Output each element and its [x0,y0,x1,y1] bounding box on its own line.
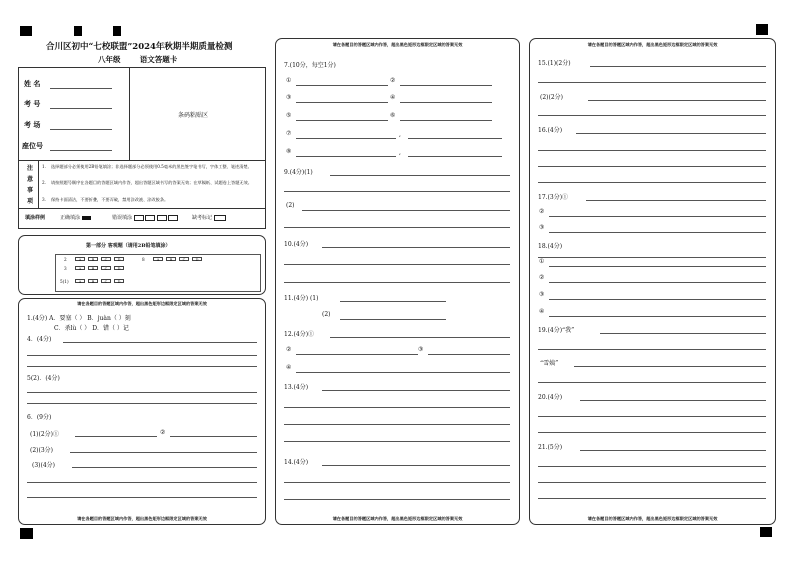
bubble-option[interactable]: B [88,279,98,283]
fill-wrong [112,214,178,221]
blank-7-label: ⑦ [286,130,292,137]
absent-mark [192,214,226,221]
answer-line[interactable] [538,382,766,383]
q6-2-label: (2)(3分) [30,447,53,454]
registration-mark [74,26,82,36]
blank-1-label: ① [286,77,292,84]
wrong-fill-icon [157,215,167,221]
exam-no-field[interactable] [50,108,112,109]
room-label: 考 场 [24,120,41,129]
q18-label: 18.(4分) [538,243,563,250]
answer-line[interactable] [588,100,766,101]
q18-2-label: ② [539,274,545,281]
note-item-1: 1． 选择题部分必须使用2B铅笔填涂；非选择题部分必须使用0.5毫米的黑色签字笔书写，字体工整、笔迹清楚。 [42,164,252,169]
q6-label: 6．(9分) [27,414,52,421]
bubble-row-q: 5(1) [60,279,69,284]
registration-mark [20,528,33,539]
answer-line[interactable] [538,257,766,258]
subject: 语文答题卡 [139,55,178,64]
q1-label-b: C．杀lù（ ） D．错（ ）记 [54,325,129,332]
q12-4-label: ④ [286,364,292,371]
answer-line[interactable] [284,227,510,228]
blank-4-label: ④ [390,94,396,101]
answer-line[interactable] [302,210,510,211]
answer-line[interactable] [538,349,766,350]
q12-2-label: ② [286,346,292,353]
answer-line[interactable] [538,498,766,499]
answer-line[interactable] [538,432,766,433]
bubble-option[interactable]: A [75,266,85,270]
bubble-option[interactable]: A [153,257,163,261]
bubble-row-q: 3 [64,266,67,271]
q17-label: 17.(3分)① [538,194,569,201]
answer-line[interactable] [284,264,510,265]
note-item-3: 3． 保持卡面清洁，不要折叠，不要弄破，禁用涂改液、涂改胶条。 [42,197,169,202]
q4-label: 4．(4分) [27,336,52,343]
answer-line[interactable] [340,319,446,320]
fill-wrong-label: 错误填涂 [112,215,133,221]
bubble-option[interactable]: A [75,279,85,283]
answer-line[interactable] [322,465,510,466]
answer-line[interactable] [27,392,257,393]
q1-label: 1.(4分) A．要塞（ ） B．juàn（ ）刻 [27,315,131,322]
answer-line[interactable] [576,133,766,134]
area-warning: 请在各题目的答题区域内作答，超出黑色矩形边框限定区域的答案无效 [332,516,463,521]
bubble-option[interactable]: D [114,279,124,283]
room-field[interactable] [50,129,112,130]
answer-line[interactable] [284,407,510,408]
exam-title: 合川区初中“七校联盟”2024年秋期半期质量检测 [46,42,233,52]
answer-line[interactable] [400,85,492,86]
area-warning: 请在各题目的答题区域内作答，超出黑色矩形边框限定区域的答案无效 [77,516,207,521]
bubble-row-q: 2 [64,257,67,262]
answer-line[interactable] [322,390,510,391]
answer-line[interactable] [549,232,766,233]
wrong-fill-icon [134,215,144,221]
answer-line[interactable] [296,102,388,103]
q15-2-label: (2)(2分) [540,94,563,101]
answer-line[interactable] [27,355,257,356]
bubble-option[interactable]: D [192,257,202,261]
q9-label: 9.(4分)(1) [284,169,313,176]
q7-label: 7.(10分，每空1分) [284,62,336,69]
answer-line[interactable] [586,200,766,201]
q19-label: 19.(4分)“我” [538,327,575,334]
seat-label: 座位号 [22,141,43,150]
answer-line[interactable] [340,301,446,302]
answer-line[interactable] [549,266,766,267]
answer-line[interactable] [296,85,388,86]
name-field[interactable] [50,88,112,89]
absent-box[interactable] [214,215,226,221]
answer-line[interactable] [72,467,257,468]
answer-line[interactable] [63,342,257,343]
notes-label: 注意事项 [27,165,34,205]
q11-label: 11.(4分) (1) [284,295,319,302]
answer-line[interactable] [538,150,766,151]
fill-example-label: 填涂样例 [25,215,46,221]
answer-line[interactable] [284,424,510,425]
answer-line[interactable] [27,497,257,498]
q10-label: 10.(4分) [284,241,309,248]
answer-line[interactable] [284,441,510,442]
q6-1b-label: ② [160,429,166,436]
q15-label: 15.(1)(2分) [538,60,571,67]
q18-4-label: ④ [539,308,545,315]
answer-line[interactable] [400,120,492,121]
q19-2-label: “雪姨” [540,360,559,367]
bubble-option[interactable]: C [101,279,111,283]
part1-title: 第一部分 客观题（请用2B铅笔填涂） [86,243,171,249]
barcode-area: 条码粘贴区 [178,112,209,119]
bubble-option[interactable]: B [88,257,98,261]
bubble-option[interactable]: A [75,257,85,261]
q14-label: 14.(4分) [284,459,309,466]
registration-mark [760,527,772,537]
answer-line[interactable] [549,316,766,317]
bubble-row-q: 8 [142,257,145,262]
q12-label: 12.(4分)① [284,331,315,338]
blank-6-label: ⑥ [390,112,396,119]
answer-line[interactable] [70,452,257,453]
note-item-2: 2． 请按照题号顺序在各题目的答题区域内作答，超出答题区域书写的答案无效；在草稿纸、试题卷上答题无效。 [42,180,252,185]
answer-line[interactable] [284,482,510,483]
fill-correct [60,214,91,221]
answer-line[interactable] [408,138,502,139]
q12-3-label: ③ [418,346,424,353]
answer-line[interactable] [580,400,766,401]
area-warning: 请在各题目的答题区域内作答，超出黑色矩形边框限定区域的答案无效 [77,301,207,306]
q21-label: 21.(5分) [538,444,563,451]
answer-line[interactable] [574,366,766,367]
area-warning: 请在各题目的答题区域内作答，超出黑色矩形边框限定区域的答案无效 [587,42,718,47]
answer-line[interactable] [549,216,766,217]
answer-line[interactable] [284,499,510,500]
seat-field[interactable] [50,150,112,151]
blank-3-label: ③ [286,94,292,101]
bubble-option[interactable]: D [114,266,124,270]
blank-8-label: ⑧ [286,148,292,155]
answer-line[interactable] [330,337,510,338]
exam-no-label: 考 号 [24,99,41,108]
answer-line[interactable] [27,366,257,367]
q6-3-label: (3)(4分) [32,462,55,469]
area-warning: 请在各题目的答题区域内作答，超出黑色矩形边框限定区域的答案无效 [332,42,463,47]
grade-subject [98,54,177,65]
registration-mark [756,24,768,35]
q20-label: 20.(4分) [538,394,563,401]
bubble-option[interactable]: C [101,257,111,261]
q17-2-label: ② [539,208,545,215]
q9-2-label: (2) [286,202,295,209]
answer-line[interactable] [170,436,257,437]
answer-line[interactable] [296,156,396,157]
area-warning: 请在各题目的答题区域内作答，超出黑色矩形边框限定区域的答案无效 [587,516,718,521]
q5-label: 5(2)．(4分) [27,375,60,382]
answer-line[interactable] [538,166,766,167]
absent-mark-label: 缺考标记 [192,215,213,221]
comma: , [399,131,401,138]
answer-line[interactable] [580,450,766,451]
answer-line[interactable] [428,354,510,355]
answer-line[interactable] [296,354,418,355]
bubble-option[interactable]: B [166,257,176,261]
q18-3-label: ③ [539,291,545,298]
answer-line[interactable] [284,191,510,192]
answer-line[interactable] [538,466,766,467]
wrong-fill-icon [145,215,155,221]
answer-line[interactable] [590,66,766,67]
answer-line[interactable] [600,333,766,334]
answer-line[interactable] [538,482,766,483]
answer-line[interactable] [400,102,492,103]
answer-line[interactable] [296,138,396,139]
q6-1-label: (1)(2分)① [30,431,59,438]
name-label: 姓 名 [24,79,41,88]
bubble-option[interactable]: D [114,257,124,261]
answer-line[interactable] [549,299,766,300]
answer-line[interactable] [549,282,766,283]
answer-line[interactable] [27,403,257,404]
student-info-box [18,67,266,229]
bubble-option[interactable]: C [101,266,111,270]
bubble-option[interactable]: B [88,266,98,270]
comma: , [399,149,401,156]
registration-mark [113,26,121,36]
answer-line[interactable] [296,372,510,373]
answer-line[interactable] [538,115,766,116]
fill-correct-label: 正确填涂 [60,215,81,221]
answer-line[interactable] [75,436,157,437]
wrong-fill-icon [168,215,178,221]
answer-line[interactable] [538,82,766,83]
answer-line[interactable] [27,482,257,483]
q16-label: 16.(4分) [538,127,563,134]
answer-line[interactable] [538,182,766,183]
answer-line[interactable] [284,282,510,283]
answer-line[interactable] [408,156,502,157]
answer-area-col1 [18,298,266,525]
filled-box-icon [82,216,91,220]
q18-1-label: ① [539,258,545,265]
registration-mark [20,26,32,36]
answer-line[interactable] [330,175,510,176]
bubble-option[interactable]: C [179,257,189,261]
blank-5-label: ⑤ [286,112,292,119]
q17-3-label: ③ [539,224,545,231]
grade: 八年级 [98,55,121,64]
answer-line[interactable] [296,120,388,121]
q13-label: 13.(4分) [284,384,309,391]
blank-2-label: ② [390,77,396,84]
answer-line[interactable] [538,416,766,417]
answer-line[interactable] [322,247,510,248]
q11-2-label: (2) [322,311,331,318]
